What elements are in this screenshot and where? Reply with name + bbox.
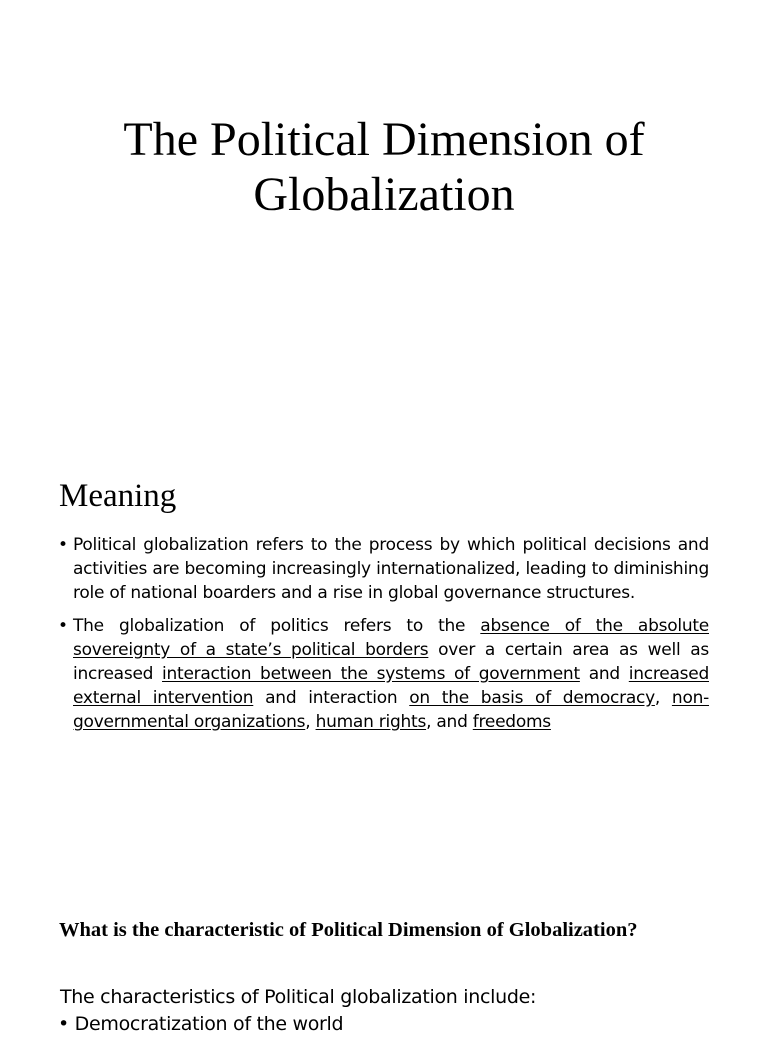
underlined-phrase: interaction between the systems of government — [162, 664, 580, 684]
underlined-phrase: on the basis of democracy — [409, 688, 655, 708]
section-question: What is the characteristic of Political Dimension of Globalization? — [59, 919, 638, 941]
bullet-text: , and — [426, 712, 473, 732]
bullet-text: , — [654, 688, 672, 708]
meaning-bullet-list — [58, 533, 709, 734]
page-title — [0, 112, 768, 222]
underlined-phrase: absence of the absolute sovereignty of a state’s political borders — [73, 616, 709, 660]
underlined-phrase: non-governmental organizations — [73, 688, 710, 732]
bullet-text: and interaction — [253, 688, 410, 708]
bullet-text: The globalization of politics refers to the — [73, 616, 481, 636]
bullet-text: , — [305, 712, 316, 732]
underlined-phrase: freedoms — [472, 712, 551, 732]
meaning-heading: Meaning — [59, 478, 177, 514]
bullet-icon: • — [58, 616, 68, 636]
bullet-text: and — [579, 664, 629, 684]
title-line-2: Globalization — [253, 168, 515, 221]
title-line-1: The Political Dimension of — [123, 113, 645, 166]
bullet-icon: • — [58, 1013, 69, 1035]
bullet-text: over a certain area as well as increased — [73, 640, 710, 684]
bullet-text: Political globalization refers to the process by which political decisions and activities are becoming increasingly internationalized, leading to diminishing role of national boarders and a rise in global governance structures. — [73, 535, 709, 603]
characteristics-list-item — [58, 1010, 343, 1038]
characteristics-item-text: Democratization of the world — [74, 1013, 344, 1035]
list-item — [58, 614, 709, 734]
underlined-phrase: increased external intervention — [73, 664, 709, 708]
bullet-icon: • — [58, 535, 68, 555]
characteristics-intro: The characteristics of Political globalization include: — [60, 986, 537, 1008]
list-item — [58, 533, 709, 605]
underlined-phrase: human rights — [315, 712, 427, 732]
